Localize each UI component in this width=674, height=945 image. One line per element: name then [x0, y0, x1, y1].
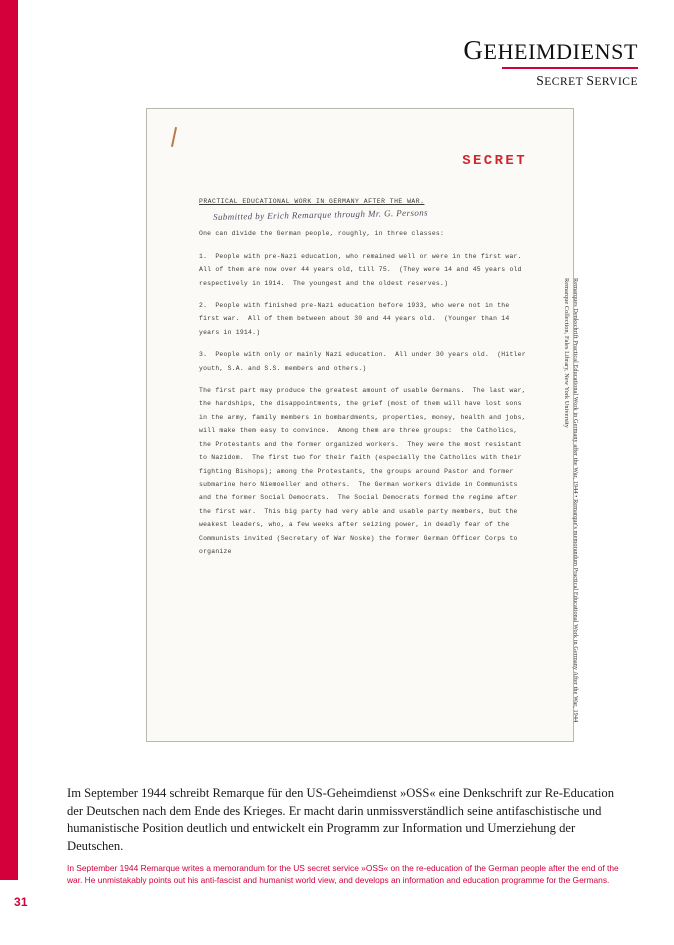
header-subtitle [463, 73, 638, 89]
header-title [463, 36, 638, 64]
header-subtitle-rest: ECRET [544, 76, 587, 89]
document-paragraph: The first part may produce the greatest amount of usable Germans. The last war, the hardships, the disappointments, the grief (most of them will have lost sons in the army, family members in bombardments, properties, money, health and jobs, will make them easy to convince. Among them are three groups: the Catholics, the Protestants and the former organized workers. They were the most resistant to Nazidom. The first two for their faith (especially the Catholics with their fighting Bishops); among the Protestants, the groups around Pastor and former submarine hero Niemoeller and others. The German workers divide in Communists and the former Social Democrats. The Social Democrats formed the regime after the first war. This big party had very able and usable party members, but the weakest leaders, who, a few weeks after seizing power, in deadly fear of the Communists invited (Secretary of War Noske) the former German Officer Corps to organize [199, 387, 530, 555]
secret-stamp: SECRET [462, 153, 527, 169]
document-paragraph: 1. People with pre-Nazi education, who remained well or were in the first war. All of them are now over 44 years old, till 75. (They were 14 and 45 years old respectively in 1914. The youngest and the oldest reserves.) [199, 252, 530, 287]
figure-credit [562, 278, 580, 738]
header-subtitle-initial: S [536, 73, 545, 89]
figure-credit-line-2: Remarque Collection, Fales Library, New York University [563, 278, 570, 428]
document-text [199, 195, 529, 558]
page-header [463, 36, 638, 89]
pencil-mark-icon [169, 127, 179, 149]
document-title: PRACTICAL EDUCATIONAL WORK IN GERMANY AFTER THE WAR. [199, 198, 425, 205]
header-title-rest: EHEIMDIENST [483, 39, 638, 64]
header-subtitle-rest-2: ERVICE [594, 76, 638, 89]
page-number: 31 [14, 895, 28, 909]
caption-german: Im September 1944 schreibt Remarque für den US-Geheimdienst »OSS« eine Denkschrift zur Re-Education der Deutschen nach dem Ende des Krieges. Er macht darin unmissverständlich seine antifaschistische und humanistische Position deutlich und entwickelt ein Programm zur Information und Umerziehung der Deutschen. [67, 786, 614, 853]
header-title-initial: G [463, 35, 484, 65]
document-page [147, 109, 573, 741]
document-facsimile [146, 108, 574, 742]
document-paragraph: One can divide the German people, roughly, in three classes: [199, 230, 445, 238]
header-subtitle-initial-2: S [586, 73, 595, 89]
document-paragraph: 2. People with finished pre-Nazi education before 1933, who were not in the first war. All of them between about 30 and 44 years old. (Younger than 14 years in 1914.) [199, 302, 514, 336]
document-paragraph: 3. People with only or mainly Nazi education. All under 30 years old. (Hitler youth, S.A. and S.S. members and others.) [199, 351, 530, 372]
header-rule [502, 67, 638, 69]
caption-english: In September 1944 Remarque writes a memorandum for the US secret service »OSS« on the re-education of the German people after the end of the war. He unmistakably points out his anti-fascist and humanist world view, and develops an information and education programme for the Germans. [67, 863, 619, 886]
figure-credit-line-1: Remarques Denkschrift Practical Educational Work in Germany after the War, 1944 • Remarque's memorandum Practical Educational Work in Germany After the War, 1944 [572, 278, 579, 723]
left-red-bar [0, 0, 18, 880]
document-handwritten-note: Submitted by Erich Remarque through Mr. G. Persons [212, 207, 429, 223]
